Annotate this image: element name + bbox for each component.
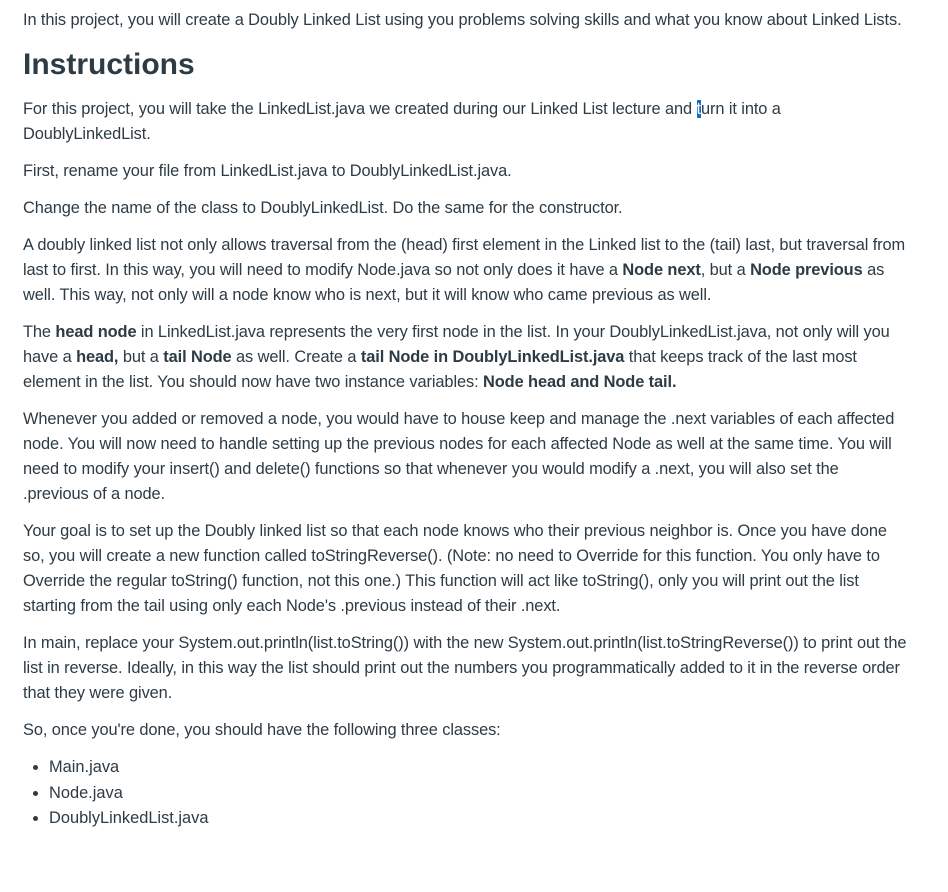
p4-text-3: as well. This way, not only will a node know who is next, but it will know who came previous as well. — [23, 261, 885, 304]
classes-list — [23, 755, 908, 832]
list-item: • DoublyLinkedList.java — [49, 806, 908, 832]
text-selection-cursor: t — [696, 100, 701, 118]
list-item: • Node.java — [49, 781, 908, 807]
p1-text-after: urn it into a DoublyLinkedList. — [23, 100, 781, 143]
p4-bold-node-next: Node next — [622, 261, 701, 279]
intro-paragraph: In this project, you will create a Doubly Linked List using you problems solving skills and what you know about Linked Lists. — [23, 11, 902, 29]
paragraph-main-replace: In main, replace your System.out.println(list.toString()) with the new System.out.println(list.toStringReverse()) to print out the list in reverse. Ideally, in this way the list should print out the numbers you programmatically added to it in the reverse order that they were given. — [23, 634, 907, 702]
p5-bold-head: head, — [76, 348, 119, 366]
p5-text-3: but a — [118, 348, 164, 366]
p5-text-1: The — [23, 323, 56, 341]
paragraph-doubly-linked-explanation — [23, 233, 908, 308]
paragraph-head-tail — [23, 320, 908, 395]
instructions-heading: Instructions — [23, 48, 195, 81]
list-item: • Main.java — [49, 755, 908, 781]
p5-bold-instance-variables: Node head and Node tail. — [483, 373, 677, 391]
p4-bold-node-previous: Node previous — [750, 261, 863, 279]
paragraph-classes-intro: So, once you're done, you should have the following three classes: — [23, 721, 501, 739]
p5-bold-tail-node-in-dll: tail Node in DoublyLinkedList.java — [360, 348, 625, 366]
p5-text-2: in LinkedList.java represents the very first node in the list. In your DoublyLinkedList.java, not only will you have a — [23, 323, 890, 366]
paragraph-housekeeping: Whenever you added or removed a node, you would have to house keep and manage the .next variables of each affected node. You will now need to handle setting up the previous nodes for each affected Node as well at the same time. You will need to modify your insert() and delete() functions so that whenever you would modify a .next, you will also set the .previous of a node. — [23, 410, 895, 503]
p4-text-1: A doubly linked list not only allows traversal from the (head) first element in the Linked list to the (tail) last, but traversal from last to first. In this way, you will need to modify Node.java so not only does it have a — [23, 236, 906, 279]
p5-text-5: that keeps track of the last most element in the list. You should now have two instance variables: — [23, 348, 857, 391]
paragraph-tostringreverse: Your goal is to set up the Doubly linked list so that each node knows who their previous neighbor is. Once you have done so, you will create a new function called toStringReverse(). (Note: no need to Override for this function. You only have to Override the regular toString() function, not this one.) This function will act like toString(), only you will print out the list starting from the tail using only each Node's .previous instead of their .next. — [23, 522, 887, 615]
paragraph-rename-file: First, rename your file from LinkedList.java to DoublyLinkedList.java. — [23, 162, 512, 180]
p5-text-4: as well. Create a — [231, 348, 361, 366]
paragraph-rename-class: Change the name of the class to DoublyLinkedList. Do the same for the constructor. — [23, 199, 623, 217]
paragraph-linkedlist-conversion — [23, 97, 908, 147]
p5-bold-head-node: head node — [55, 323, 137, 341]
p4-text-2: , but a — [700, 261, 751, 279]
p1-text-before: For this project, you will take the LinkedList.java we created during our Linked List lecture and — [23, 100, 697, 118]
p5-bold-tail-node: tail Node — [163, 348, 232, 366]
